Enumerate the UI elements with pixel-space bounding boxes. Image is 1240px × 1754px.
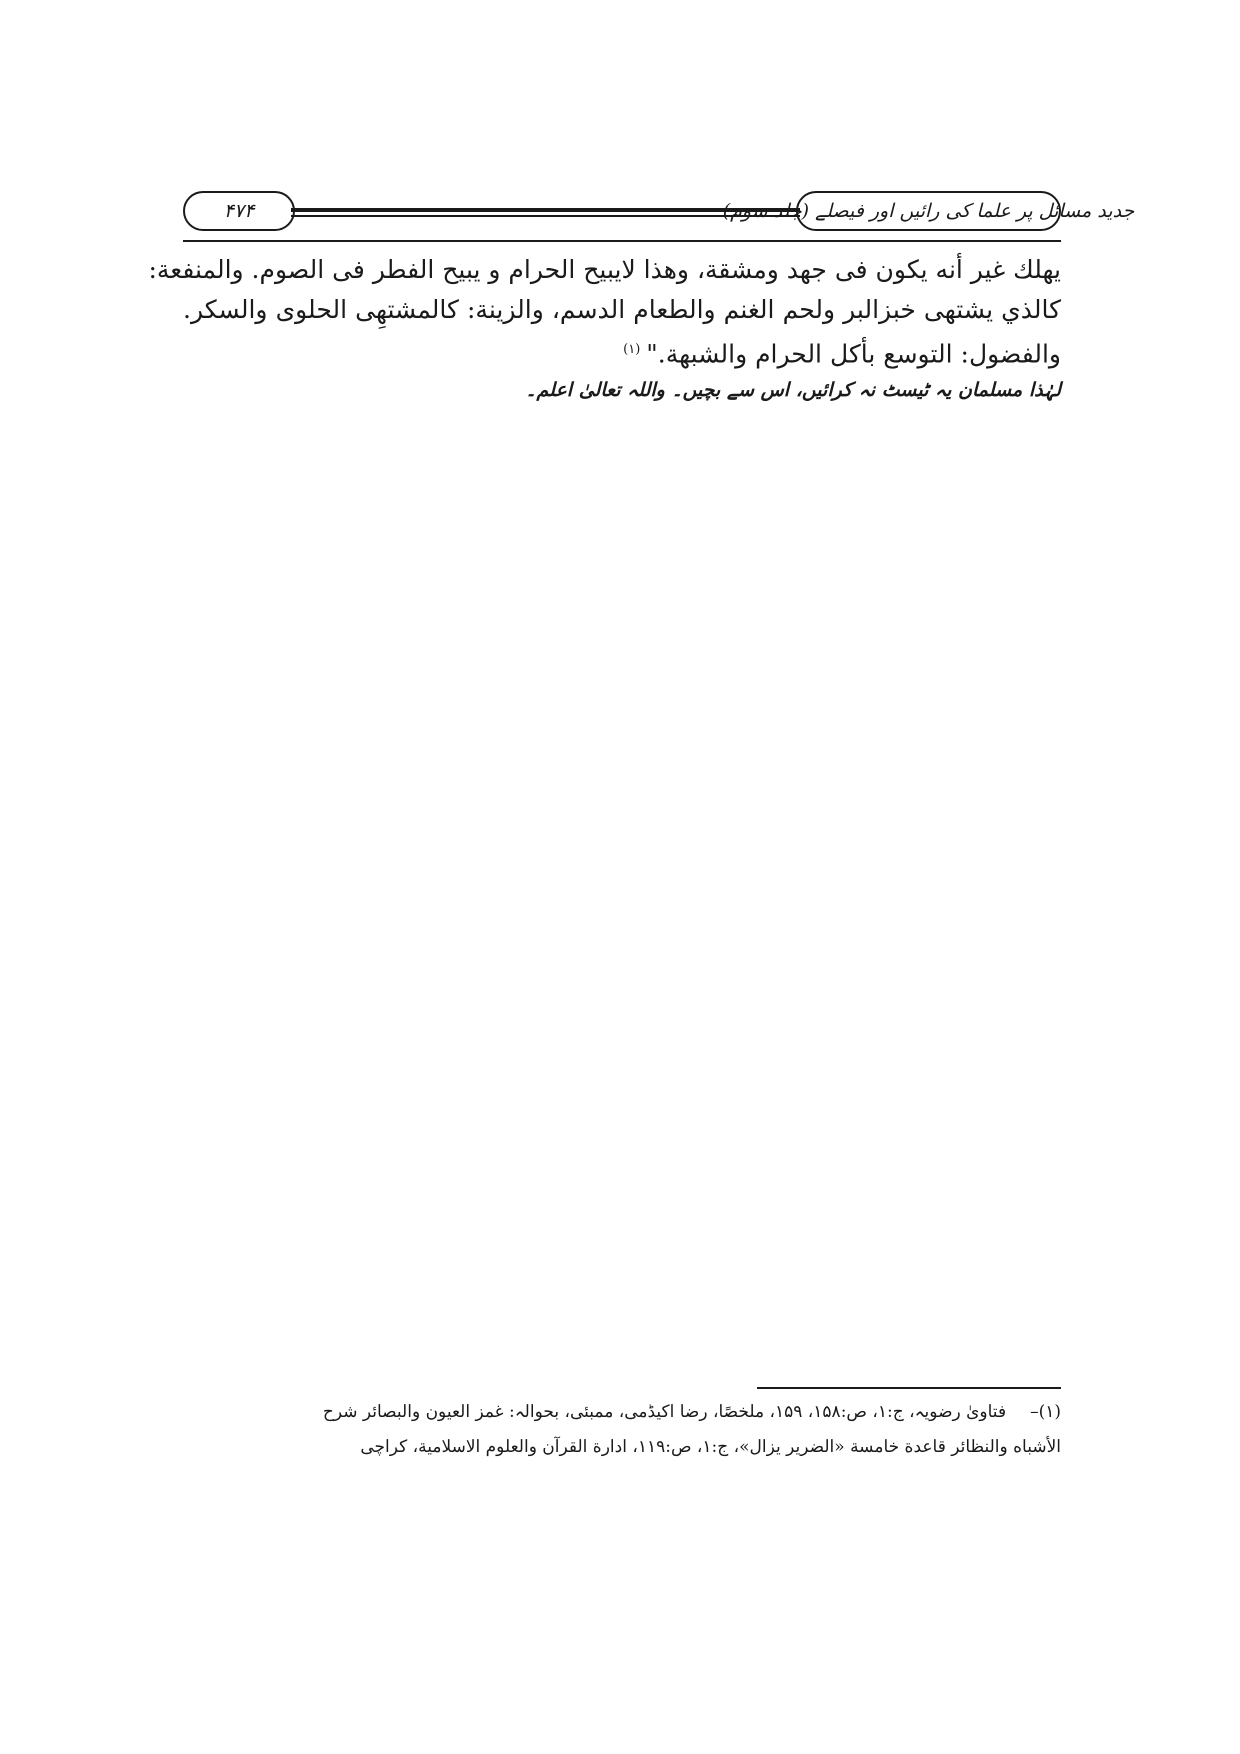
running-title: جدید مسائل پر علما کی رائیں اور فیصلے (جلد سوم) — [722, 200, 1135, 222]
urdu-conclusion: لہٰذا مسلمان یہ ٹیسٹ نہ کرائیں، اس سے بچیں۔ واللہ تعالیٰ اعلم۔ — [525, 379, 1061, 401]
footnote-line-1 — [183, 1395, 1061, 1430]
page-number: ۴۷۴ — [223, 200, 255, 222]
footnote-line-2: الأشباه والنظائر قاعدة خامسة «الضرير يزال»، ج:۱، ص:۱۱۹، ادارة القرآن والعلوم الاسلامية، كراچی — [360, 1437, 1061, 1457]
header-underline — [183, 240, 1061, 242]
footnotes — [183, 1395, 1061, 1465]
arabic-line-3 — [183, 330, 1061, 370]
arabic-line-2: كالذي يشتهى خبزالبر ولحم الغنم والطعام الدسم، والزينة: كالمشتهِى الحلوى والسكر. — [183, 295, 1061, 324]
page-header — [183, 191, 1135, 233]
footnote-text-1: فتاویٰ رضویہ، ج:۱، ص:۱۵۸، ۱۵۹، ملخصًا، رضا اکیڈمی، ممبئی، بحوالہ: غمز العيون والبصائر شرح — [322, 1402, 1007, 1422]
body-text — [148, 250, 1061, 408]
footnote-reference: (۱) — [623, 342, 641, 357]
footnote-separator — [757, 1387, 1061, 1389]
arabic-line-3-text: والفضول: التوسع بأكل الحرام والشبهة." — [646, 339, 1061, 369]
running-title-box — [722, 191, 1135, 231]
footnote-number: (۱)– — [1030, 1402, 1061, 1422]
arabic-line-1: يهلك غير أنه يكون فى جهد ومشقة، وهذا لايبيح الحرام و يبيح الفطر فى الصوم. والمنفعة: — [148, 255, 1061, 284]
page-number-box — [183, 191, 295, 231]
